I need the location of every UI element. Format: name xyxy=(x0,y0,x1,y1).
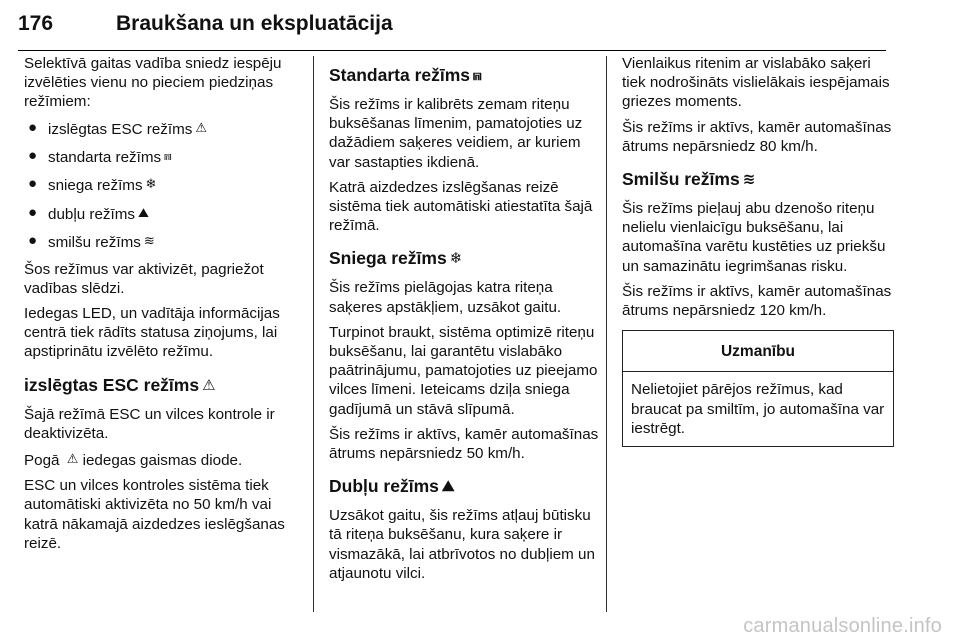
caution-text: Nelietojiet pārējos režīmus, kad braucat pa smiltīm, jo automašīna var iestrēgt. xyxy=(631,381,885,437)
caution-title: Uzmanību xyxy=(623,331,893,372)
watermark: carmanualsonline.info xyxy=(743,615,942,637)
column-1 xyxy=(24,54,306,559)
esc-off-icon: ⚠ xyxy=(202,376,216,394)
bullet-icon: ● xyxy=(28,232,38,250)
list-item: ● dubļu režīms ⛰ xyxy=(28,203,149,223)
section-heading-standard: Standarta režīms ⩎ xyxy=(329,65,482,85)
esc-off-icon: ⚠ xyxy=(66,450,79,466)
snow-icon: ❄ xyxy=(449,250,463,268)
esc-off-icon: ⚠ xyxy=(195,119,207,135)
list-item: ● sniega režīms ❄ xyxy=(28,175,157,195)
bullet-icon: ● xyxy=(28,175,38,193)
paragraph: Katrā aizdedzes izslēgšanas reizē sistēma tiek automātiski atiestatīta šajā režīmā. xyxy=(329,178,593,235)
section-heading-sand: Smilšu režīms ≋ xyxy=(622,169,756,190)
paragraph: Šis režīms ir aktīvs, kamēr automašīnas ātrums nepārsniedz 50 km/h. xyxy=(329,425,599,463)
paragraph: Šis režīms ir aktīvs, kamēr automašīnas ātrums nepārsniedz 120 km/h. xyxy=(622,282,892,320)
bullet-icon: ● xyxy=(28,203,38,221)
paragraph: Vienlaikus ritenim ar vislabāko saķeri tiek nodrošināts vislielākais iespējamais griezes moments. xyxy=(622,55,890,111)
bullet-icon: ● xyxy=(28,118,38,136)
intro-paragraph: Selektīvā gaitas vadība sniedz iespēju izvēlēties vienu no pieciem piedziņas režīmiem: xyxy=(24,55,282,111)
snow-icon: ❄ xyxy=(145,176,157,192)
paragraph: Pogā ⚠ iedegas gaismas diode. xyxy=(24,450,243,469)
sand-icon: ≋ xyxy=(143,233,155,249)
column-3 xyxy=(622,54,894,447)
paragraph: Šis režīms pieļauj abu dzenošo riteņu nelielu vienlaicīgu buksēšanu, lai automašīna varētu kustēties uz priekšu un samazinātu iegrimšanas risku. xyxy=(622,200,886,275)
list-item: ● standarta režīms ⩎ xyxy=(28,147,172,166)
sand-icon: ≋ xyxy=(742,171,756,189)
paragraph: Turpinot braukt, sistēma optimizē riteņu buksēšanu, lai garantētu vislabāko paātrinājumu, pamatojoties uz pieejamo vilces līmeni. Ieteicams dziļa sniega gadījumā un stāvā slīpumā. xyxy=(329,323,598,418)
section-heading-esc-off: izslēgtas ESC režīms ⚠ xyxy=(24,374,216,395)
section-heading-snow: Sniega režīms ❄ xyxy=(329,248,463,269)
paragraph: Šis režīms ir kalibrēts zemam riteņu buksēšanas līmenim, pamatojoties uz dažādiem saķeres veidiem, ar kuriem var sastapties ikdienā. xyxy=(329,96,583,171)
page-header xyxy=(18,0,886,51)
list-item: ● izslēgtas ESC režīms ⚠ xyxy=(28,118,207,138)
list-item: ● smilšu režīms ≋ xyxy=(28,232,155,252)
page-title: Braukšana un ekspluatācija xyxy=(116,12,393,35)
paragraph: Iedegas LED, un vadītāja informācijas centrā tiek rādīts statusa ziņojums, lai apstiprinātu izvēlēto režīmu. xyxy=(24,304,280,361)
mud-icon: ⛰ xyxy=(137,204,149,220)
road-icon: ⩎ xyxy=(473,67,482,84)
paragraph: Šis režīms pielāgojas katra riteņa saķeres apstākļiem, uzsākot gaitu. xyxy=(329,279,562,316)
paragraph: Uzsākot gaitu, šis režīms atļauj būtisku tā riteņa buksēšanu, kura saķere ir vismazākā, lai atbrīvotos no dubļiem un atjaunotu vilci. xyxy=(329,507,595,582)
mud-icon: ⛰ xyxy=(441,478,455,496)
paragraph: Šis režīms ir aktīvs, kamēr automašīnas ātrums nepārsniedz 80 km/h. xyxy=(622,118,892,155)
mode-list xyxy=(24,118,306,253)
column-divider xyxy=(606,56,607,612)
column-2 xyxy=(329,54,601,589)
column-divider xyxy=(313,56,314,612)
caution-box xyxy=(622,330,894,447)
page-number: 176 xyxy=(18,12,54,35)
paragraph: Šajā režīmā ESC un vilces kontrole ir deaktivizēta. xyxy=(24,405,275,442)
section-heading-mud: Dubļu režīms ⛰ xyxy=(329,476,455,497)
bullet-icon: ● xyxy=(28,147,38,164)
road-icon: ⩎ xyxy=(164,148,172,163)
paragraph: Šos režīmus var aktivizēt, pagriežot vadības slēdzi. xyxy=(24,260,264,297)
paragraph: ESC un vilces kontroles sistēma tiek automātiski aktivizēta no 50 km/h vai katrā nākamajā aizdedzes ieslēgšanas reizē. xyxy=(24,477,285,552)
